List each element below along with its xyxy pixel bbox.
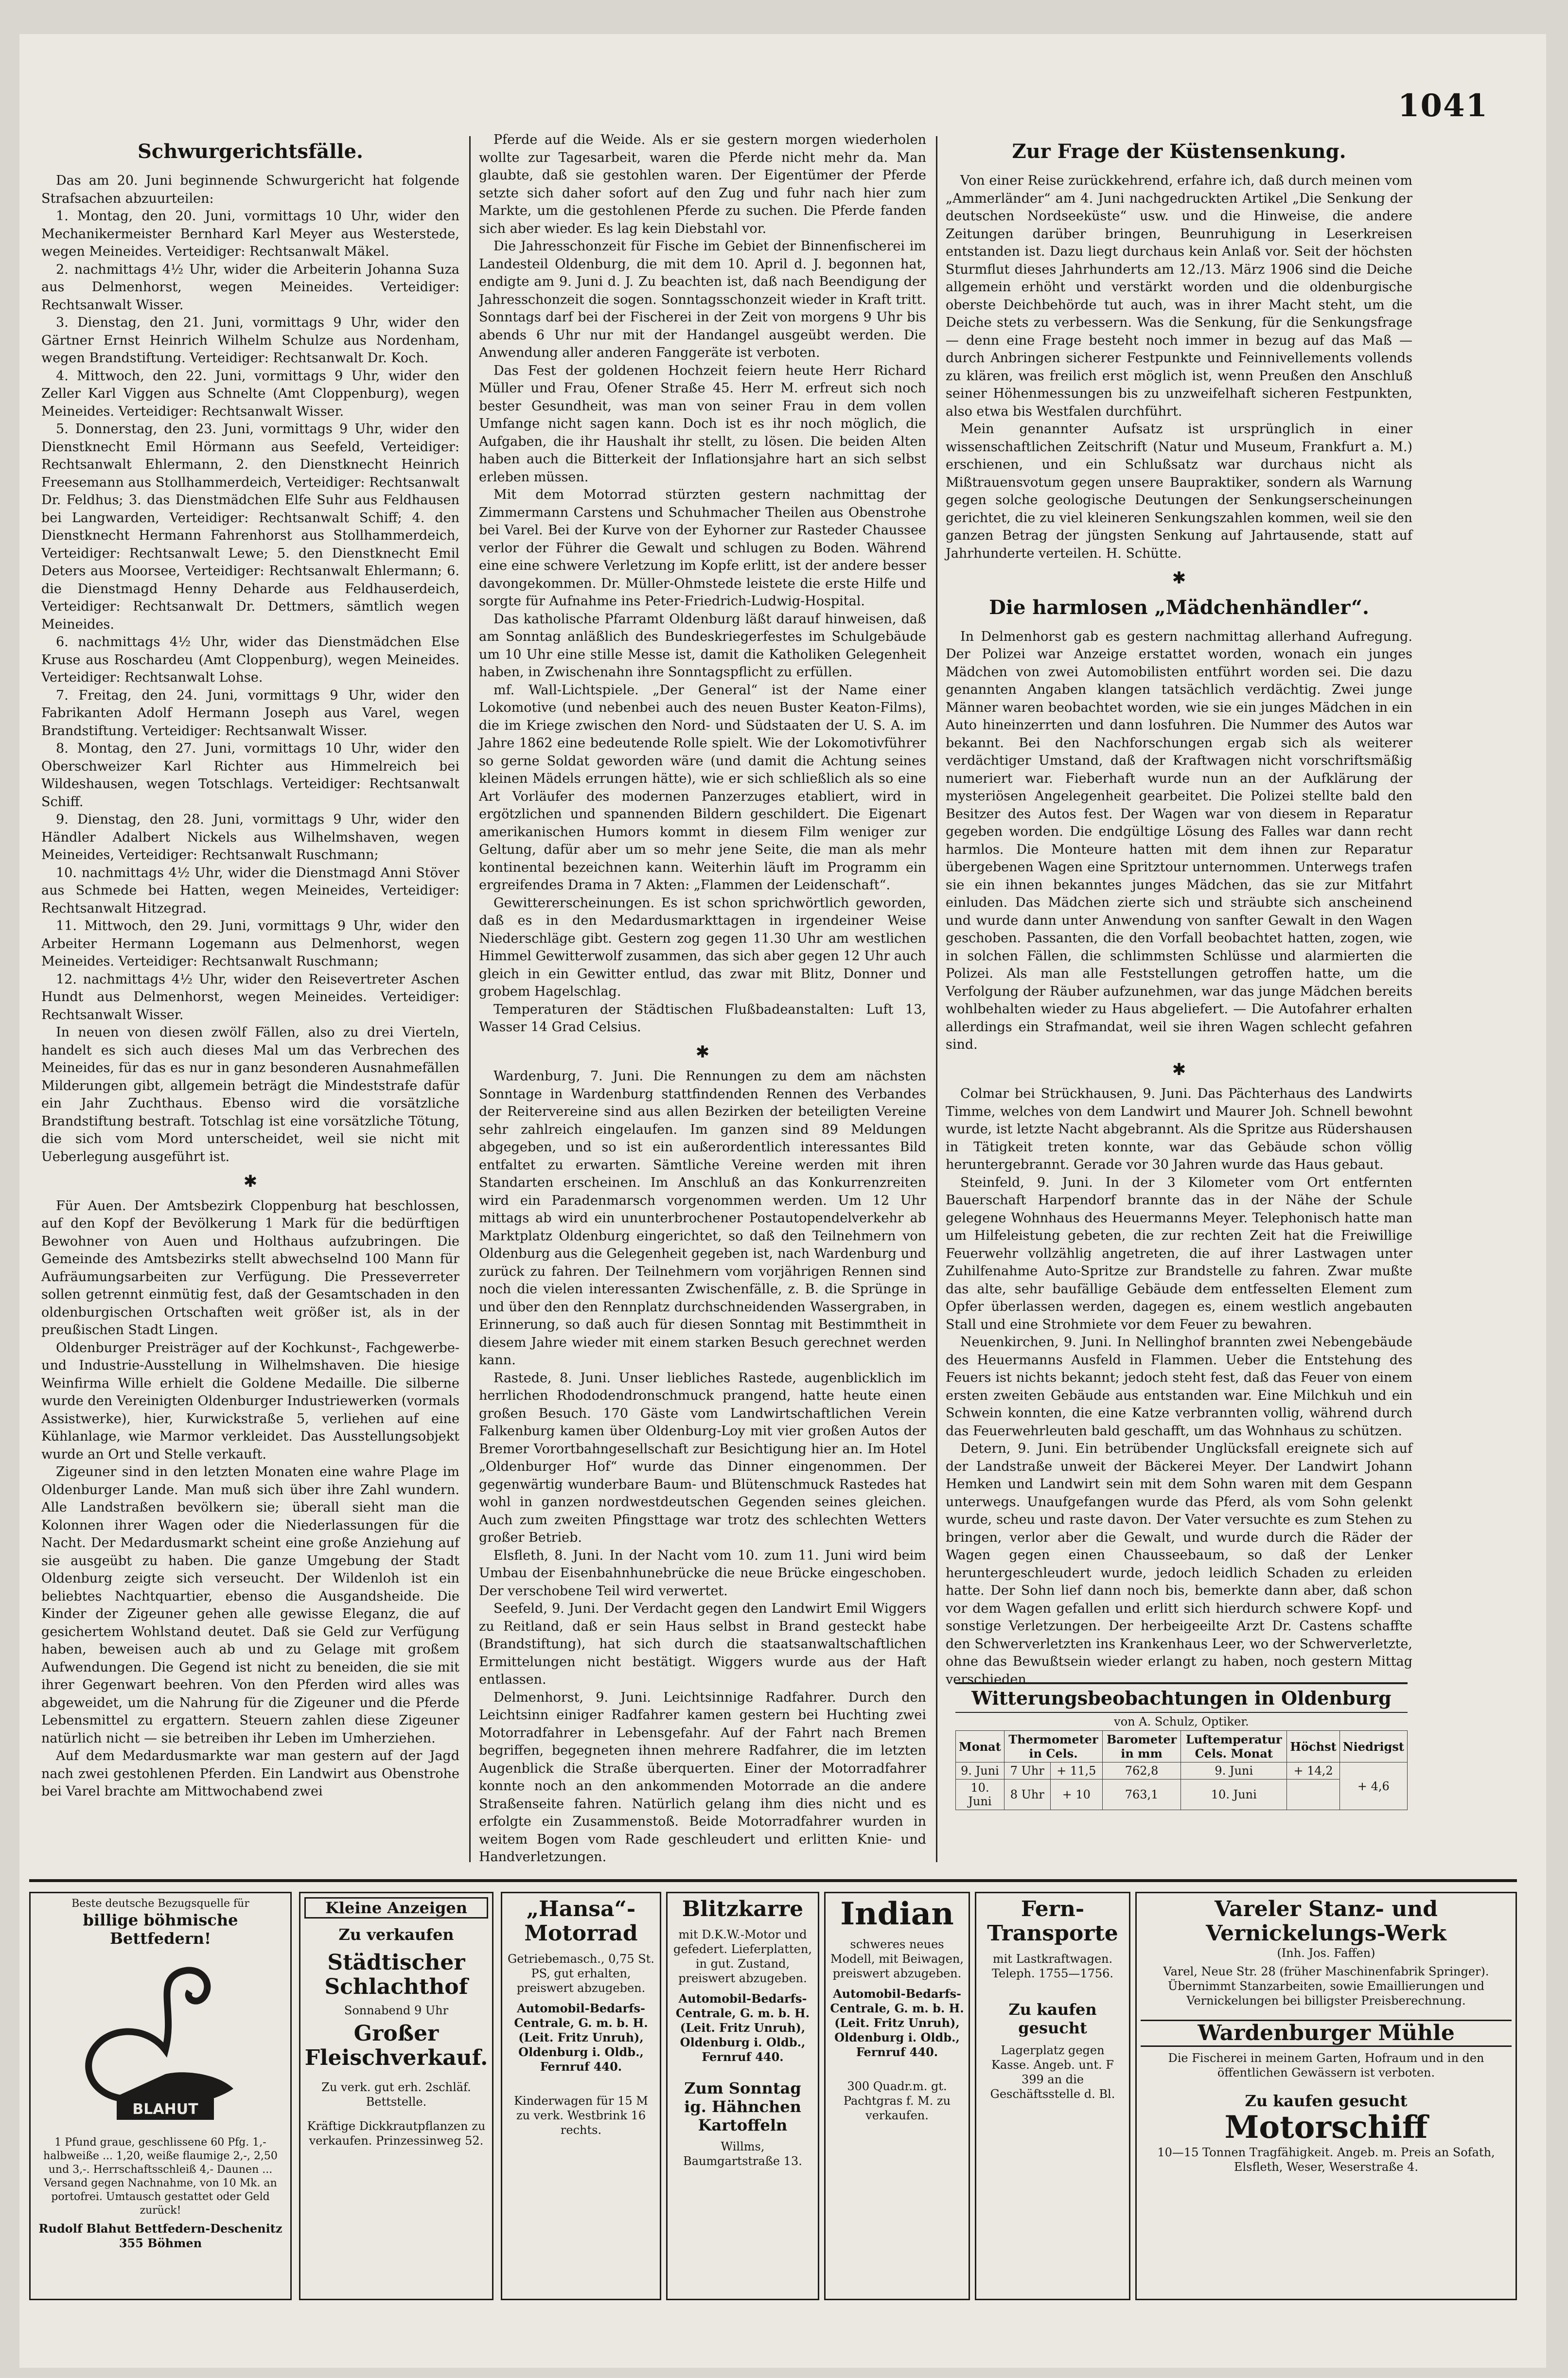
- paragraph: 10. nachmittags 4½ Uhr, wider die Dienstmagd Anni Stöver aus Schmede bei Hatten, wegen Meineides, Verteidiger: Rechtsanwalt Hitzegrad.: [41, 865, 459, 916]
- ad-line: Sonnabend 9 Uhr: [344, 2004, 449, 2017]
- paragraph: Von einer Reise zurückkehrend, erfahre ich, daß durch meinen vom „Ammerländer“ am 4. Juni nachgedruckten Artikel „Die Senkung der deutschen Nordseeküste“ usw. und die Hinweise, die andere Zeitungen darüber bringen, Beunruhigung in Leserkreisen entstanden ist. Dazu liegt durchaus kein Anlaß vor. Seit der höchsten Sturmflut dieses Jahrhunderts am 12./13. März 1906 sind die Deiche allgemein erhöht und verstärkt worden und die oldenburgische oberste Deichbehörde tut auch, was in ihrer Macht steht, um die Deiche stets zu verbessern. Was die Senkung, für die Senkungsfrage — denn eine Frage besteht noch immer in bezug auf das Maß — durch Anbringen sicherer Festpunkte und Feinnivellements vollends zu klären, was freilich erst möglich ist, wenn Preußen den Anschluß seiner Höhenmessungen bis zu unzweifelhaft sicheren Festpunkten, also etwa bis Westfalen durchführt.: [946, 173, 1412, 419]
- ad-line: Zum Sonntag ig. Hähnchen Kartoffeln: [684, 2079, 801, 2134]
- table-cell: [1287, 1779, 1339, 1810]
- table-cell: + 10: [1050, 1779, 1102, 1810]
- ad-hansa-motorrad: [501, 1892, 661, 2300]
- table-row: [956, 1779, 1408, 1810]
- ad-topline: Beste deutsche Bezugsquelle für: [71, 1898, 249, 1910]
- paragraph: 1. Montag, den 20. Juni, vormittags 10 Uhr, wider den Mechanikermeister Bernhard Karl Meyer aus Westerstede, wegen Meineides. Verteidiger: Rechtsanwalt Mäkel.: [41, 209, 459, 259]
- ad-text: Varel, Neue Str. 28 (früher Maschinenfabrik Springer). Übernimmt Stanzarbeiten, sowie Emaillierungen und Vernickelungen bei billigster Preisberechnung.: [1163, 1965, 1489, 2008]
- ad-title: Indian: [840, 1896, 954, 1932]
- ad-text: mit D.K.W.-Motor und gefedert. Lieferplatten, in gut. Zustand, preiswert abzugeben.: [673, 1928, 812, 1985]
- paragraph: Seefeld, 9. Juni. Der Verdacht gegen den Landwirt Emil Wiggers zu Reitland, daß er sein Haus selbst in Brand gesteckt habe (Brandstiftung), hat sich durch die staatsanwaltschaftlichen Ermittelungen nicht bestätigt. Wiggers wurde aus der Haft entlassen.: [479, 1601, 926, 1687]
- ad-line: Lagerplatz gegen Kasse. Angeb. unt. F 399 an die Geschäftsstelle d. Bl.: [990, 2043, 1115, 2101]
- ad-indian: [824, 1892, 970, 2300]
- ad-dealer: Automobil-Bedarfs-Centrale, G. m. b. H. (Leit. Fritz Unruh), Oldenburg i. Oldb., Fernruf 440.: [514, 2001, 648, 2074]
- paragraph: Das am 20. Juni beginnende Schwurgericht hat folgende Strafsachen abzuurteilen:: [41, 173, 459, 206]
- column-header: Thermometer in Cels.: [1004, 1731, 1102, 1762]
- column-header: Höchst: [1287, 1731, 1339, 1762]
- table-cell: 763,1: [1102, 1779, 1180, 1810]
- paragraph: Mit dem Motorrad stürzten gestern nachmittag der Zimmermann Carstens und Schuhmacher Theilen aus Obenstrohe bei Varel. Bei der Kurve von der Eyhorner zur Rasteder Chaussee verlor der Führer die Gewalt und schlugen zu Boden. Während eine eine schwere Verletzung im Kopfe erlitt, ist der andere besser davongekommen. Dr. Müller-Ohmstede leistete die erste Hilfe und sorgte für Aufnahme ins Peter-Friedrich-Ludwig-Hospital.: [479, 487, 926, 609]
- column-divider: [936, 136, 937, 1862]
- paragraph: Detern, 9. Juni. Ein betrübender Unglücksfall ereignete sich auf der Landstraße unweit der Bäckerei Meyer. Der Landwirt Johann Hemken und Landwirt sein mit dem Sohn waren mit dem Gespann unterwegs. Unaufgefangen wurde das Pferd, als vom Sohn gelenkt wurde, scheu und raste davon. Der Vater versuchte es zum Stehen zu bringen, verlor aber die Gewalt, und wurde durch die Räder der Wagen gegen einen Chausseebaum, so daß der Lenker heruntergeschleudert wurde, jedoch leidlich Schaden zu erleiden hatte. Der Sohn lief dann noch bis, bemerkte dann aber, daß schon vor dem Wagen gefallen und erlitt sich hierdurch schwere Kopf- und sonstige Verletzungen. Der herbeigeeilte Arzt Dr. Castens schaffte den Schwerverletzten ins Krankenhaus Leer, wo der Schwerverletzte, ohne das Bewußtsein wieder erlangt zu haben, noch gestern Mittag verschieden.: [946, 1441, 1412, 1687]
- ad-vareler-stanzwerk: [1135, 1892, 1517, 2300]
- ad-line: Zu kaufen gesucht: [1008, 2000, 1097, 2037]
- ad-mill-title: Wardenburger Mühle: [1141, 2020, 1512, 2047]
- weather-table: [955, 1730, 1408, 1810]
- paragraph: 3. Dienstag, den 21. Juni, vormittags 9 Uhr, wider den Gärtner Ernst Heinrich Wilhelm Schulze aus Nordenham, wegen Brandstiftung. Verteidiger: Rechtsanwalt Dr. Koch.: [41, 315, 459, 366]
- paragraph: Colmar bei Strückhausen, 9. Juni. Das Pächterhaus des Landwirts Timme, welches von dem Landwirt und Maurer Joh. Schnell bewohnt wurde, ist letzte Nacht abgebrannt. Als die Spritze aus Rüdershausen in Tätigkeit treten konnte, war das Gebäude schon völlig heruntergebrannt. Gerade vor 30 Jahren wurde das Haus gebaut.: [946, 1086, 1412, 1172]
- paragraph: Das Fest der goldenen Hochzeit feiern heute Herr Richard Müller und Frau, Ofener Straße 45. Herr M. erfreut sich noch bester Gesundheit, was man von seiner Frau in dem vollen Umfange nicht sagen kann. Doch ist es ihr noch möglich, die Aufgaben, die ihr Haushalt ihr stellt, zu lösen. Die beiden Alten haben auch die Bitterkeit der Inflationsjahre hart an sich selbst erleben müssen.: [479, 363, 926, 485]
- ad-boat-title: Motorschiff: [1224, 2109, 1428, 2146]
- ad-fern-transporte: [975, 1892, 1130, 2300]
- paragraph: 6. nachmittags 4½ Uhr, wider das Dienstmädchen Else Kruse aus Roschardeu (Amt Cloppenburg), wegen Meineides. Verteidiger: Rechtsanwalt Lohse.: [41, 634, 459, 685]
- swan-logo-icon: [58, 1953, 263, 2128]
- advertisements-section: [29, 1879, 1517, 2315]
- paragraph: 12. nachmittags 4½ Uhr, wider den Reisevertreter Aschen Hundt aus Delmenhorst, wegen Meineides. Verteidiger: Rechtsanwalt Wisser.: [41, 971, 459, 1022]
- paragraph: Oldenburger Preisträger auf der Kochkunst-, Fachgewerbe- und Industrie-Ausstellung in Wilhelmshaven. Die hiesige Weinfirma Wille erhielt die Goldene Medaille. Die silberne wurde den Vereinigten Oldenburger Industriewerken (vormals Assistwerke), hier, Kurwickstraße 5, verliehen auf eine Kühlanlage, wie Marmor verkleidet. Das Ausstellungsobjekt wurde an Ort und Stelle verkauft.: [41, 1340, 459, 1462]
- table-cell: 8 Uhr: [1004, 1779, 1050, 1810]
- paragraph: 7. Freitag, den 24. Juni, vormittags 9 Uhr, wider den Fabrikanten Adolf Hermann Joseph aus Varel, wegen Brandstiftung. Verteidiger: Rechtsanwalt Wisser.: [41, 687, 459, 739]
- paragraph: Gewittererscheinungen. Es ist schon sprichwörtlich geworden, daß es in den Medardusmarkttagen in irgendeiner Weise Niederschläge gibt. Gestern zog gegen 11.30 Uhr am westlichen Himmel Gewitterwolf zusammen, das sich aber gegen 12 Uhr auch gleich in ein Gewitter entlud, das zwar mit Blitz, Donner und grobem Hagelschlag.: [479, 895, 926, 999]
- ad-line: Städtischer Schlachthof: [324, 1950, 468, 1999]
- ad-dealer: Automobil-Bedarfs-Centrale, G. m. b. H. (Leit. Fritz Unruh), Oldenburg i. Oldb., Fernruf 440.: [830, 1987, 964, 2059]
- table-cell: 7 Uhr: [1004, 1762, 1050, 1779]
- column-2: [479, 131, 926, 1865]
- ad-title: Fern-Transporte: [987, 1897, 1118, 1946]
- ad-mill-text: Die Fischerei in meinem Garten, Hofraum und in den öffentlichen Gewässern ist verboten.: [1168, 2051, 1484, 2079]
- paragraph: Delmenhorst, 9. Juni. Leichtsinnige Radfahrer. Durch den Leichtsinn einiger Radfahrer kamen gestern bei Huchting zwei Motorradfahrer in Lebensgefahr. Auf der Fahrt nach Bremen begriffen, begegneten ihnen mehrere Radfahrer, die im letzten Augenblick die Straße überquerten. Einer der Motorradfahrer konnte noch an den ankommenden Motorrade an die andere Straßenseite fahren. Natürlich gelang ihm dies nicht und es erfolgte ein Zusammenstoß. Beide Motorradfahrer wurden in weitem Bogen vom Rade geschleudert und erlitten Knie- und Handverletzungen.: [479, 1690, 926, 1865]
- ad-title: Vareler Stanz- und Vernickelungs-Werk: [1206, 1897, 1446, 1946]
- paragraph: Neuenkirchen, 9. Juni. In Nellinghof brannten zwei Nebengebäude des Heuermanns Ausfeld in Flammen. Ueber die Entstehung des Feuers ist nichts bekannt; jedoch steht fest, daß das Feuer von einem ersten zweiten Gebäude aus entstanden war. Eine Milchkuh und ein Schwein konnten, die eine Katze verbrannten vollig, während durch das Feuerwehrleuten bald geschafft, um das Wohnhaus zu schützen.: [946, 1335, 1412, 1439]
- separator-star: ✱: [243, 1172, 258, 1191]
- column-header: Monat: [956, 1731, 1004, 1762]
- paragraph: Rastede, 8. Juni. Unser liebliches Rastede, augenblicklich im herrlichen Rhododendronschmuck prangend, hatte heute einen großen Besuch. 170 Gäste vom Landwirtschaftlichen Verein Falkenburg kamen über Oldenburg-Loy mit vier großen Autos der Bremer Vorortbahngesellschaft zur Besichtigung hier an. Im Hotel „Oldenburger Hof“ wurde das Dinner eingenommen. Der gegenwärtig wunderbare Baum- und Blütenschmuck Rastedes hat wohl in ganzen nordwestdeutschen Gegenden seines gleichen. Auch zum zweiten Pfingsttage war trotz des schlechten Wetters großer Betrieb.: [479, 1370, 926, 1545]
- column-divider: [469, 136, 471, 1862]
- table-cell: 9. Juni: [956, 1762, 1004, 1779]
- paragraph: 8. Montag, den 27. Juni, vormittags 10 Uhr, wider den Oberschweizer Karl Richter aus Himmelreich bei Wildeshausen, wegen Totschlags. Verteidiger: Rechtsanwalt Schiff.: [41, 741, 459, 810]
- ad-text: mit Lastkraftwagen. Teleph. 1755—1756.: [991, 1952, 1114, 1980]
- weather-subtitle: von A. Schulz, Optiker.: [1114, 1715, 1249, 1728]
- ad-headline: billige böhmische Bettfedern!: [83, 1911, 238, 1948]
- ad-line: 300 Quadr.m. gt. Pachtgras f. M. zu verkaufen.: [843, 2079, 951, 2122]
- separator-star: ✱: [1172, 568, 1186, 588]
- ad-footer: Rudolf Blahut Bettfedern-Deschenitz 355 Böhmen: [38, 2221, 282, 2250]
- paragraph: Die Jahresschonzeit für Fische im Gebiet der Binnenfischerei im Landesteil Oldenburg, die mit dem 10. April d. J. begonnen hat, endigte am 9. Juni d. J. Zu beachten ist, daß nach Beendigung der Jahresschonzeit die sogen. Sonntagsschonzeit wieder in Kraft tritt. Sonntags darf bei der Fischerei in der Zeit von morgens 9 Uhr bis abends 6 Uhr nur mit der Handangel ausgeübt werden. Die Anwendung aller anderen Fanggeräte ist verboten.: [479, 239, 926, 360]
- table-cell: + 14,2: [1287, 1762, 1339, 1779]
- ad-text: Getriebemasch., 0,75 St. PS, gut erhalten, preiswert abzugeben.: [508, 1952, 654, 1995]
- table-header-row: [956, 1731, 1408, 1762]
- paragraph: 4. Mittwoch, den 22. Juni, vormittags 9 Uhr, wider den Zeller Karl Viggen aus Schnelte (Amt Cloppenburg), wegen Meineides. Verteidiger: Rechtsanwalt Wisser.: [41, 368, 459, 419]
- article-heading: Schwurgerichtsfälle.: [138, 140, 363, 163]
- article-heading: Zur Frage der Küstensenkung.: [1012, 140, 1346, 163]
- table-row: [956, 1762, 1408, 1779]
- ad-boat-text: 10—15 Tonnen Tragfähigkeit. Angeb. m. Preis an Sofath, Elsfleth, Weser, Weserstraße 4.: [1157, 2146, 1495, 2174]
- brand-name: BLAHUT: [132, 2101, 198, 2118]
- page-number: 1041: [1398, 88, 1489, 124]
- ad-wanted: Zu kaufen gesucht: [1245, 2092, 1408, 2110]
- paragraph: Pferde auf die Weide. Als er sie gestern morgen wiederholen wollte zur Tagesarbeit, waren die Pferde nicht mehr da. Man glaubte, daß sie gestohlen waren. Der Eigentümer der Pferde setzte sich daher sofort auf den Zug und fuhr nach hier zum Markte, um die gestohlenen Pferde zu suchen. Die Pferde fanden sich aber wieder. Es lag kein Diebstahl vor.: [479, 132, 926, 236]
- column-header: Niedrigst: [1339, 1731, 1407, 1762]
- ad-owner: (Inh. Jos. Faffen): [1277, 1946, 1375, 1960]
- paragraph: Auf dem Medardusmarkte war man gestern auf der Jagd nach zwei gestohlenen Pferden. Ein Landwirt aus Obenstrohe bei Varel brachte am Mittwochabend zwei: [41, 1748, 459, 1799]
- ad-line: Willms, Baumgartstraße 13.: [683, 2140, 802, 2168]
- paragraph: In Delmenhorst gab es gestern nachmittag allerhand Aufregung. Der Polizei war Anzeige erstattet worden, wonach ein junges Mädchen von zwei Automobilisten entführt worden sei. Die dazu genannten Angaben klangen tatsächlich verdächtig. Zwei junge Männer waren beobachtet worden, wie sie ein junges Mädchen in ein Auto hineinzerrten und dann losfuhren. Die Nummer des Autos war bekannt. Bei den Nachforschungen ergab sich als weiterer verdächtiger Umstand, daß der Kraftwagen nicht vorschriftsmäßig numeriert war. Fieberhaft wurde nun an der Aufklärung der mysteriösen Angelegenheit gearbeitet. Die Polizei stellte bald den Besitzer des Autos fest. Der Wagen war von diesem in Reparatur gegeben worden. Die endgültige Lösung des Falles war dann recht harmlos. Die Monteure hatten mit dem ihnen zur Reparatur übergebenen Wagen eine Spritztour unternommen. Unterwegs trafen sie ein ihnen bekanntes junges Mädchen, das sie zur Mitfahrt einluden. Das Mädchen zierte sich und sträubte sich anscheinend und wurde dann unter Anwendung von sanfter Gewalt in den Wagen geschoben. Passanten, die den Vorfall beobachtet hatten, zogen, wie in solchen Fällen, die schlimmsten Schlüsse und alarmierten die Polizei. Als man alle Feststellungen getroffen hatte, um die Verfolgung der Räuber aufzunehmen, war das junge Mädchen bereits wohlbehalten wieder zu Haus abgeliefert. — Die Autofahrer erhalten allerdings ein Strafmandat, weil sie ihren Wagen schlecht gefahren sind.: [946, 629, 1412, 1052]
- table-cell: 9. Juni: [1181, 1762, 1287, 1779]
- ad-line: Kräftige Dickkrautpflanzen zu verkaufen. Prinzessinweg 52.: [307, 2119, 486, 2148]
- ad-dealer: Automobil-Bedarfs-Centrale, G. m. b. H. (Leit. Fritz Unruh), Oldenburg i. Oldb., Fernruf 440.: [675, 1991, 810, 2064]
- ad-line: Kinderwagen für 15 M zu verk. Westbrink 16 rechts.: [514, 2094, 648, 2137]
- ad-line: Zu verk. gut erh. 2schläf. Bettstelle.: [321, 2080, 471, 2109]
- article-heading: Die harmlosen „Mädchenhändler“.: [989, 596, 1369, 619]
- separator-star: ✱: [695, 1042, 710, 1062]
- paragraph: Temperaturen der Städtischen Flußbadeanstalten: Luft 13, Wasser 14 Grad Celsius.: [479, 1002, 926, 1035]
- column-header: Luftemperatur Cels. Monat: [1181, 1731, 1287, 1762]
- table-cell: 762,8: [1102, 1762, 1180, 1779]
- ad-title: „Hansa“-Motorrad: [524, 1897, 638, 1946]
- paragraph: Zigeuner sind in den letzten Monaten eine wahre Plage im Oldenburger Lande. Man muß sich über ihre Zahl wundern. Alle Landstraßen bevölkern sie; überall sieht man die Kolonnen ihrer Wagen oder die Niederlassungen für die Nacht. Der Medardusmarkt scheint eine große Anziehung auf sie ausgeübt zu haben. Die ganze Umgebung der Stadt Oldenburg zeigte sich verseucht. Der Wildenloh ist ein beliebtes Nachtquartier, ebenso die Ausgandsheide. Die Kinder der Zigeuner gehen alle gewisse Eleganz, die auf gesichertem Wohlstand deutet. Daß sie Geld zur Verfügung haben, beweisen auch ab und zu Gelage mit großem Aufwendungen. Die Gegend ist nicht zu beneiden, die sie mit ihrer Gegenwart beehren. Von den Pferden wird alles was abgeweidet, um die Nahrung für die Zigeuner und die Pferde Lebensmittel zu ergattern. Steuern zahlen diese Zigeuner natürlich nicht — sie betreiben ihr Leben im Umherziehen.: [41, 1464, 459, 1746]
- paragraph: Für Auen. Der Amtsbezirk Cloppenburg hat beschlossen, auf den Kopf der Bevölkerung 1 Mark für die bedürftigen Bewohner von Auen und Holthaus aufzubringen. Die Gemeinde des Amtsbezirks stellt abwechselnd 100 Mann für Aufräumungsarbeiten zur Verfügung. Die Presseverreter sollen getrennt einmütig fest, daß der Gesamtschaden in den oldenburgischen Ortschaften weit größer ist, als in der preußischen Stadt Lingen.: [41, 1198, 459, 1338]
- ad-line: Großer Fleischverkauf.: [304, 2021, 488, 2070]
- column-1: [41, 131, 459, 1857]
- paragraph: Wardenburg, 7. Juni. Die Rennungen zu dem am nächsten Sonntage in Wardenburg stattfindenden Rennen des Verbandes der Reitervereine sind aus allen Bezirken der beteiligten Vereine sehr zahlreich eingelaufen. Im ganzen sind 89 Meldungen abgegeben, und so ist ein außerordentlich interessantes Bild entfaltet zu erwarten. Sämtliche Vereine werden mit ihren Standarten erscheinen. Im Anschluß an das Konkurrenzreiten wird ein Paradenmarsch vorgenommen werden. Um 12 Uhr mittags ab wird ein ununterbrochener Postautopendelverkehr ab Marktplatz Oldenburg eingerichtet, so daß den Teilnehmern von Oldenburg aus die Gelegenheit gegeben ist, nach Wardenburg und zurück zu fahren. Der Teilnehmern vom vorjährigen Rennen sind noch die vielen interessanten Zwischenfälle, z. B. die Sprünge in und über den den Rennplatz durchschneidenden Wassergraben, in Erinnerung, so daß auch für diesen Sonntag mit Bestimmtheit in diesem Jahre wieder mit einem starken Besuch gerechnet werden kann.: [479, 1069, 926, 1368]
- separator-star: ✱: [1172, 1059, 1186, 1079]
- column-3: [946, 131, 1412, 1687]
- ad-title: Kleine Anzeigen: [304, 1897, 488, 1919]
- ad-kleine-anzeigen: [299, 1892, 493, 2300]
- weather-observations: [955, 1682, 1408, 1810]
- ad-title: Blitzkarre: [682, 1897, 804, 1921]
- column-header: Barometer in mm: [1102, 1731, 1180, 1762]
- table-cell: 10. Juni: [956, 1779, 1004, 1810]
- ad-bettfedern: [29, 1892, 292, 2300]
- ad-blitzkarre: [666, 1892, 819, 2300]
- ad-line: Zu verkaufen: [338, 1925, 454, 1944]
- paragraph: In neuen von diesen zwölf Fällen, also zu drei Vierteln, handelt es sich auch dieses Mal um das Verbrechen des Meineides, für das es nur in ganz besonderen Ausnahmefällen Milderungen gibt, allgemein beträgt die Mindeststrafe dafür ein Jahr Zuchthaus. Ebenso wird die vorsätzliche Brandstiftung bestraft. Totschlag ist eine vorsätzliche Tötung, die sich vom Mord unterscheidet, weil sie nicht mit Ueberlegung ausgeführt ist.: [41, 1025, 459, 1164]
- paragraph: Mein genannter Aufsatz ist ursprünglich in einer wissenschaftlichen Zeitschrift (Natur und Museum, Frankfurt a. M.) erschienen, und ein Schlußsatz war durchaus nicht als Mißtrauensvotum gegen unsere Baupraktiker, sondern als Warnung gegen solche geologische Deutungen der Senkungserscheinungen gerichtet, die zu viel kleineren Senkungszahlen kommen, weil sie den ganzen Betrag der jüngsten Senkung auf Jahrtausende, statt auf Jahrhunderte verteilen. H. Schütte.: [946, 422, 1412, 561]
- paragraph: Steinfeld, 9. Juni. In der 3 Kilometer vom Ort entfernten Bauerschaft Harpendorf brannte das in der Nähe der Schule gelegene Wohnhaus des Heuermanns Meyer. Telephonisch hatte man um Hilfeleistung gebeten, die zur rechten Zeit hat die Freiwillige Feuerwehr vollzählig angetreten, die auf ihrer Lastwagen unter Zuhilfenahme Auto-Spritze zur Brandstelle zu fahren. Zwar mußte das alte, sehr baufällige Gebäude dem entfesselten Element zum Opfer überlassen werden, dagegen es, einem westlich angebauten Stall und eine Strohmiete vor dem Feuer zu bewahren.: [946, 1175, 1412, 1332]
- ad-text: schweres neues Modell, mit Beiwagen, preiswert abzugeben.: [830, 1938, 964, 1980]
- paragraph: 2. nachmittags 4½ Uhr, wider die Arbeiterin Johanna Suza aus Delmenhorst, wegen Meineides. Verteidiger: Rechtsanwalt Wisser.: [41, 262, 459, 313]
- table-cell: 10. Juni: [1181, 1779, 1287, 1810]
- table-cell: + 4,6: [1339, 1762, 1407, 1810]
- paragraph: Elsfleth, 8. Juni. In der Nacht vom 10. zum 11. Juni wird beim Umbau der Eisenbahnhunebrücke die neue Brücke eingeschoben. Der verschobene Teil wird verwertet.: [479, 1548, 926, 1599]
- table-cell: + 11,5: [1050, 1762, 1102, 1779]
- paragraph: 5. Donnerstag, den 23. Juni, vormittags 9 Uhr, wider den Dienstknecht Emil Hörmann aus Seefeld, Verteidiger: Rechtsanwalt Ehlermann, 2. den Dienstknecht Heinrich Freesemann aus Stollhammerdeich, Verteidiger: Rechtsanwalt Dr. Feldhus; 3. das Dienstmädchen Elfe Suhr aus Feldhausen bei Langwarden, Verteidiger: Rechtsanwalt Schiff; 4. den Dienstknecht Hermann Fahrenhorst aus Stollhammerdeich, Verteidiger: Rechtsanwalt Lewe; 5. den Dienstknecht Emil Deters aus Moorsee, Verteidiger: Rechtsanwalt Ehlermann; 6. die Dienstmagd Henny Deharde aus Feldhauserdeich, Verteidiger: Rechtsanwalt Dr. Dettmers, sämtlich wegen Meineides.: [41, 422, 459, 632]
- weather-title: Witterungsbeobachtungen in Oldenburg: [955, 1682, 1408, 1713]
- ad-text: 1 Pfund graue, geschlissene 60 Pfg. 1,- halbweiße ... 1,20, weiße flaumige 2,-, 2,50 und 3,-. Herrschaftsschleiß 4,- Daunen ... Versand gegen Nachnahme, von 10 Mk. an portofrei. Umtausch gestattet oder Geld zurück!: [43, 2136, 278, 2217]
- paragraph: mf. Wall-Lichtspiele. „Der General“ ist der Name einer Lokomotive (und nebenbei auch des neuen Buster Keaton-Films), die im Kriege zwischen den Nord- und Südstaaten der U. S. A. im Jahre 1862 eine bedeutende Rolle spielt. Wie der Lokomotivführer so gerne Soldat geworden wäre (und damit die Achtung seines kleinen Mädels errungen hätte), wie er sich schließlich als so eine Art Vorläufer des modernen Panzerzuges etabliert, wird in ergötzlichen und spannenden Bildern geschildert. Die Eigenart amerikanischen Humors kommt in diesem Film weniger zur Geltung, dafür aber um so mehr jene Seite, die man als mehr kontinental bezeichnen kann. Weiterhin läuft im Programm ein ergreifendes Drama in 7 Akten: „Flammen der Leidenschaft“.: [479, 682, 926, 893]
- paragraph: Das katholische Pfarramt Oldenburg läßt darauf hinweisen, daß am Sonntag anläßlich des Bundeskriegerfestes im Schulgebäude um 10 Uhr eine stille Messe ist, damit die Katholiken Gelegenheit haben, in Zwischenahn ihre Sonntagspflicht zu erfüllen.: [479, 611, 926, 680]
- paragraph: 11. Mittwoch, den 29. Juni, vormittags 9 Uhr, wider den Arbeiter Hermann Logemann aus Delmenhorst, wegen Meineides. Verteidiger: Rechtsanwalt Ruschmann;: [41, 918, 459, 969]
- paragraph: 9. Dienstag, den 28. Juni, vormittags 9 Uhr, wider den Händler Adalbert Nickels aus Wilhelmshaven, wegen Meineides, Verteidiger: Rechtsanwalt Ruschmann;: [41, 812, 459, 863]
